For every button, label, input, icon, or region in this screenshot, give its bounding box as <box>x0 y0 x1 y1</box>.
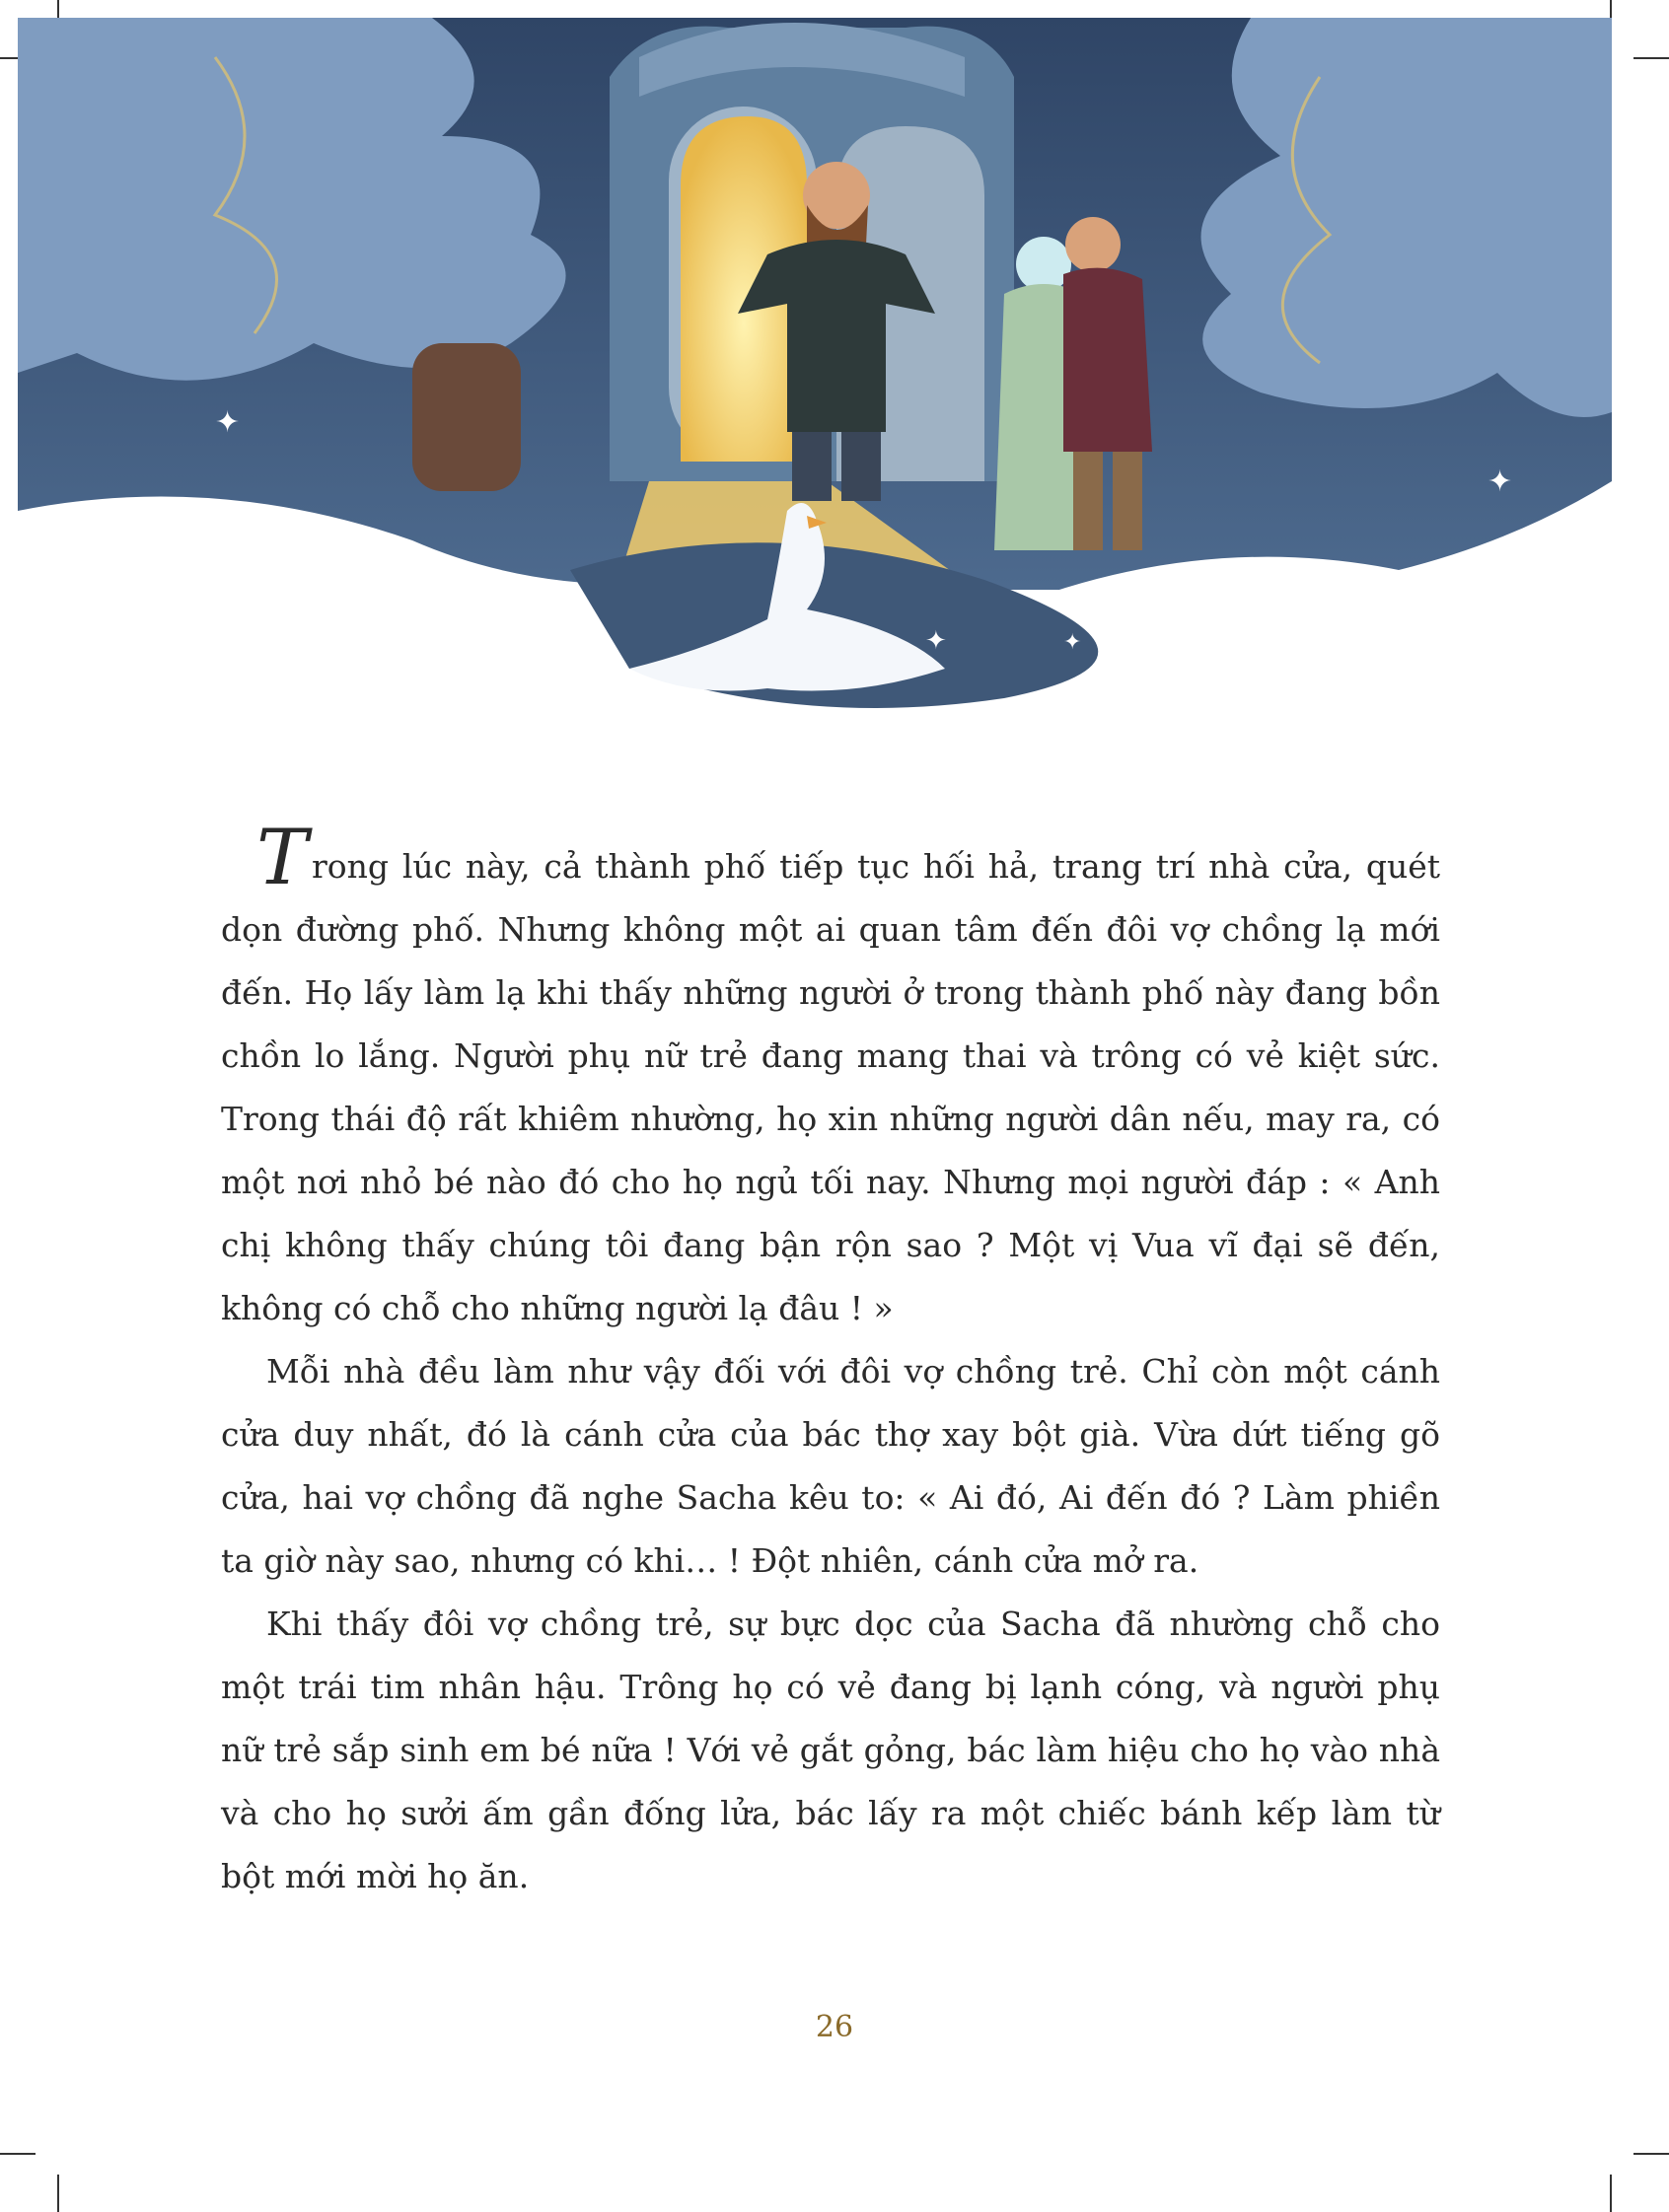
crop-mark <box>1633 2153 1669 2155</box>
star-icon: ✦ <box>1488 464 1513 499</box>
illustration-svg <box>18 18 1612 748</box>
crop-mark <box>1610 2175 1612 2212</box>
story-paragraph <box>221 814 1440 1340</box>
star-icon: ✦ <box>925 626 947 656</box>
story-paragraph: Khi thấy đôi vợ chồng trẻ, sự bực dọc của Sacha đã nhường chỗ cho một trái tim nhân hậu. Trông họ có vẻ đang bị lạnh cóng, và người phụ nữ trẻ sắp sinh em bé nữa ! Với vẻ gắt gỏng, bác làm hiệu cho họ vào nhà và cho họ sưởi ấm gần đống lửa, bác lấy ra một chiếc bánh kếp làm từ bột mới mời họ ăn. <box>221 1605 1440 1895</box>
man-head <box>1065 217 1121 272</box>
night-snow-doorway-illustration <box>18 18 1612 748</box>
man-body <box>1063 268 1152 452</box>
barrel <box>412 343 521 491</box>
man-leg-left <box>1073 452 1103 550</box>
story-paragraph: Mỗi nhà đều làm như vậy đối với đôi vợ chồng trẻ. Chỉ còn một cánh cửa duy nhất, đó là cánh cửa của bác thợ xay bột già. Vừa dứt tiếng gõ cửa, hai vợ chồng đã nghe Sacha kêu to: « Ai đó, Ai đến đó ? Làm phiền ta giờ này sao, nhưng có khi… ! Đột nhiên, cánh cửa mở ra. <box>221 1352 1440 1580</box>
star-icon: ✦ <box>215 405 241 440</box>
crop-mark <box>1633 57 1669 59</box>
woman-head <box>1016 237 1071 292</box>
crop-mark <box>57 2175 59 2212</box>
star-icon: ✦ <box>393 539 421 579</box>
snowy-tree-right <box>1201 18 1612 417</box>
drop-cap: T <box>256 814 309 902</box>
man-leg-right <box>1113 452 1142 550</box>
baker-leg-right <box>841 432 881 501</box>
story-text <box>221 814 1440 1908</box>
crop-mark <box>0 2153 36 2155</box>
page-number: 26 <box>815 2010 854 2044</box>
baker-leg-left <box>792 432 832 501</box>
star-icon: ✦ <box>1063 630 1082 655</box>
paragraph-text: rong lúc này, cả thành phố tiếp tục hối hả, trang trí nhà cửa, quét dọn đường phố. Nhưng không một ai quan tâm đến đôi vợ chồng lạ mới đến. Họ lấy làm lạ khi thấy những người ở trong thành phố này đang bồn chồn lo lắng. Người phụ nữ trẻ đang mang thai và trông có vẻ kiệt sức. Trong thái độ rất khiêm nhường, họ xin những người dân nếu, may ra, có một nơi nhỏ bé nào đó cho họ ngủ tối nay. Nhưng mọi người đáp : « Anh chị không thấy chúng tôi đang bận rộn sao ? Một vị Vua vĩ đại sẽ đến, không có chỗ cho những người lạ đâu ! » <box>221 847 1440 1327</box>
